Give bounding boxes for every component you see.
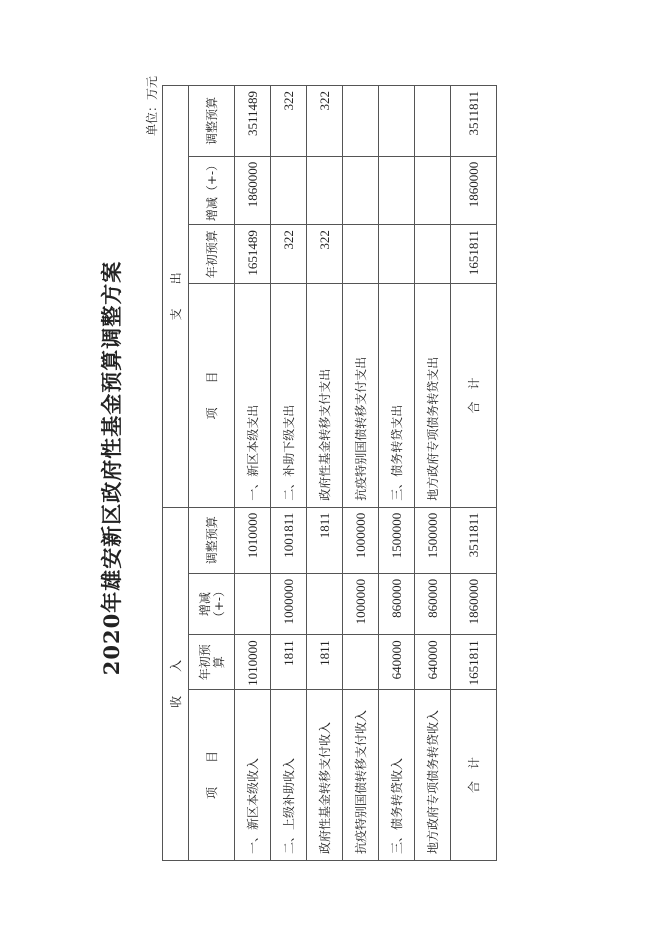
expense-change-header: 增减（+-） bbox=[189, 156, 235, 224]
income-adjusted-header: 调整预算 bbox=[189, 507, 235, 573]
income-adjusted-cell: 1000000 bbox=[343, 507, 379, 573]
income-initial-cell: 1811 bbox=[307, 635, 343, 690]
expense-adjusted-cell bbox=[343, 86, 379, 157]
budget-table bbox=[162, 85, 497, 861]
income-change-header: 增减（+-） bbox=[189, 573, 235, 635]
expense-adjusted-header: 调整预算 bbox=[189, 86, 235, 157]
income-item-header: 项 目 bbox=[189, 690, 235, 861]
expense-total-change: 1860000 bbox=[451, 156, 497, 224]
expense-item-cell: 政府性基金转移支付支出 bbox=[307, 284, 343, 507]
income-initial-cell: 1811 bbox=[271, 635, 307, 690]
expense-adjusted-cell: 322 bbox=[307, 86, 343, 157]
expense-total-label: 合 计 bbox=[451, 284, 497, 507]
income-item-cell: 二、上级补助收入 bbox=[271, 690, 307, 861]
expense-change-cell bbox=[379, 156, 415, 224]
income-item-cell: 一、新区本级收入 bbox=[235, 690, 271, 861]
expense-item-cell: 地方政府专项债务转贷支出 bbox=[415, 284, 451, 507]
income-adjusted-cell: 1010000 bbox=[235, 507, 271, 573]
income-total-adjusted: 3511811 bbox=[451, 507, 497, 573]
income-change-cell bbox=[307, 573, 343, 635]
income-change-cell: 860000 bbox=[415, 573, 451, 635]
expense-item-cell: 三、债务转贷支出 bbox=[379, 284, 415, 507]
income-header: 收 入 bbox=[163, 507, 189, 860]
expense-change-cell: 1860000 bbox=[235, 156, 271, 224]
expense-header: 支 出 bbox=[163, 86, 189, 508]
table-row bbox=[379, 86, 415, 861]
income-item-cell: 政府性基金转移支付收入 bbox=[307, 690, 343, 861]
expense-initial-header: 年初预算 bbox=[189, 225, 235, 284]
table-row bbox=[415, 86, 451, 861]
table-row bbox=[307, 86, 343, 861]
expense-item-cell: 二、补助下级支出 bbox=[271, 284, 307, 507]
income-adjusted-cell: 1001811 bbox=[271, 507, 307, 573]
income-initial-header: 年初预算 bbox=[189, 635, 235, 690]
expense-total-adjusted: 3511811 bbox=[451, 86, 497, 157]
income-initial-cell: 640000 bbox=[379, 635, 415, 690]
income-adjusted-cell: 1500000 bbox=[415, 507, 451, 573]
income-total-label: 合 计 bbox=[451, 690, 497, 861]
expense-initial-cell: 322 bbox=[307, 225, 343, 284]
expense-item-cell: 抗疫特别国债转移支付支出 bbox=[343, 284, 379, 507]
income-adjusted-cell: 1500000 bbox=[379, 507, 415, 573]
expense-initial-cell: 1651489 bbox=[235, 225, 271, 284]
expense-adjusted-cell bbox=[379, 86, 415, 157]
income-item-cell: 三、债务转贷收入 bbox=[379, 690, 415, 861]
income-adjusted-cell: 1811 bbox=[307, 507, 343, 573]
expense-adjusted-cell bbox=[415, 86, 451, 157]
expense-initial-cell: 322 bbox=[271, 225, 307, 284]
expense-initial-cell bbox=[379, 225, 415, 284]
expense-initial-cell bbox=[415, 225, 451, 284]
income-total-change: 1860000 bbox=[451, 573, 497, 635]
table-row bbox=[343, 86, 379, 861]
expense-item-cell: 一、新区本级支出 bbox=[235, 284, 271, 507]
total-row bbox=[451, 86, 497, 861]
expense-change-cell bbox=[415, 156, 451, 224]
income-change-cell: 1000000 bbox=[343, 573, 379, 635]
income-item-cell: 抗疫特别国债转移支付收入 bbox=[343, 690, 379, 861]
income-item-cell: 地方政府专项债务转贷收入 bbox=[415, 690, 451, 861]
expense-change-cell bbox=[343, 156, 379, 224]
income-initial-cell: 1010000 bbox=[235, 635, 271, 690]
income-initial-cell: 640000 bbox=[415, 635, 451, 690]
income-change-cell: 1000000 bbox=[271, 573, 307, 635]
income-total-initial: 1651811 bbox=[451, 635, 497, 690]
expense-change-cell bbox=[271, 156, 307, 224]
page-title: 2020年雄安新区政府性基金预算调整方案 bbox=[99, 260, 124, 676]
unit-label: 单位：万元 bbox=[145, 75, 159, 136]
income-change-cell: 860000 bbox=[379, 573, 415, 635]
table-row bbox=[235, 86, 271, 861]
expense-initial-cell bbox=[343, 225, 379, 284]
expense-total-initial: 1651811 bbox=[451, 225, 497, 284]
table-row bbox=[271, 86, 307, 861]
expense-change-cell bbox=[307, 156, 343, 224]
income-change-cell bbox=[235, 573, 271, 635]
expense-adjusted-cell: 322 bbox=[271, 86, 307, 157]
income-initial-cell bbox=[343, 635, 379, 690]
expense-adjusted-cell: 3511489 bbox=[235, 86, 271, 157]
expense-item-header: 项 目 bbox=[189, 284, 235, 507]
